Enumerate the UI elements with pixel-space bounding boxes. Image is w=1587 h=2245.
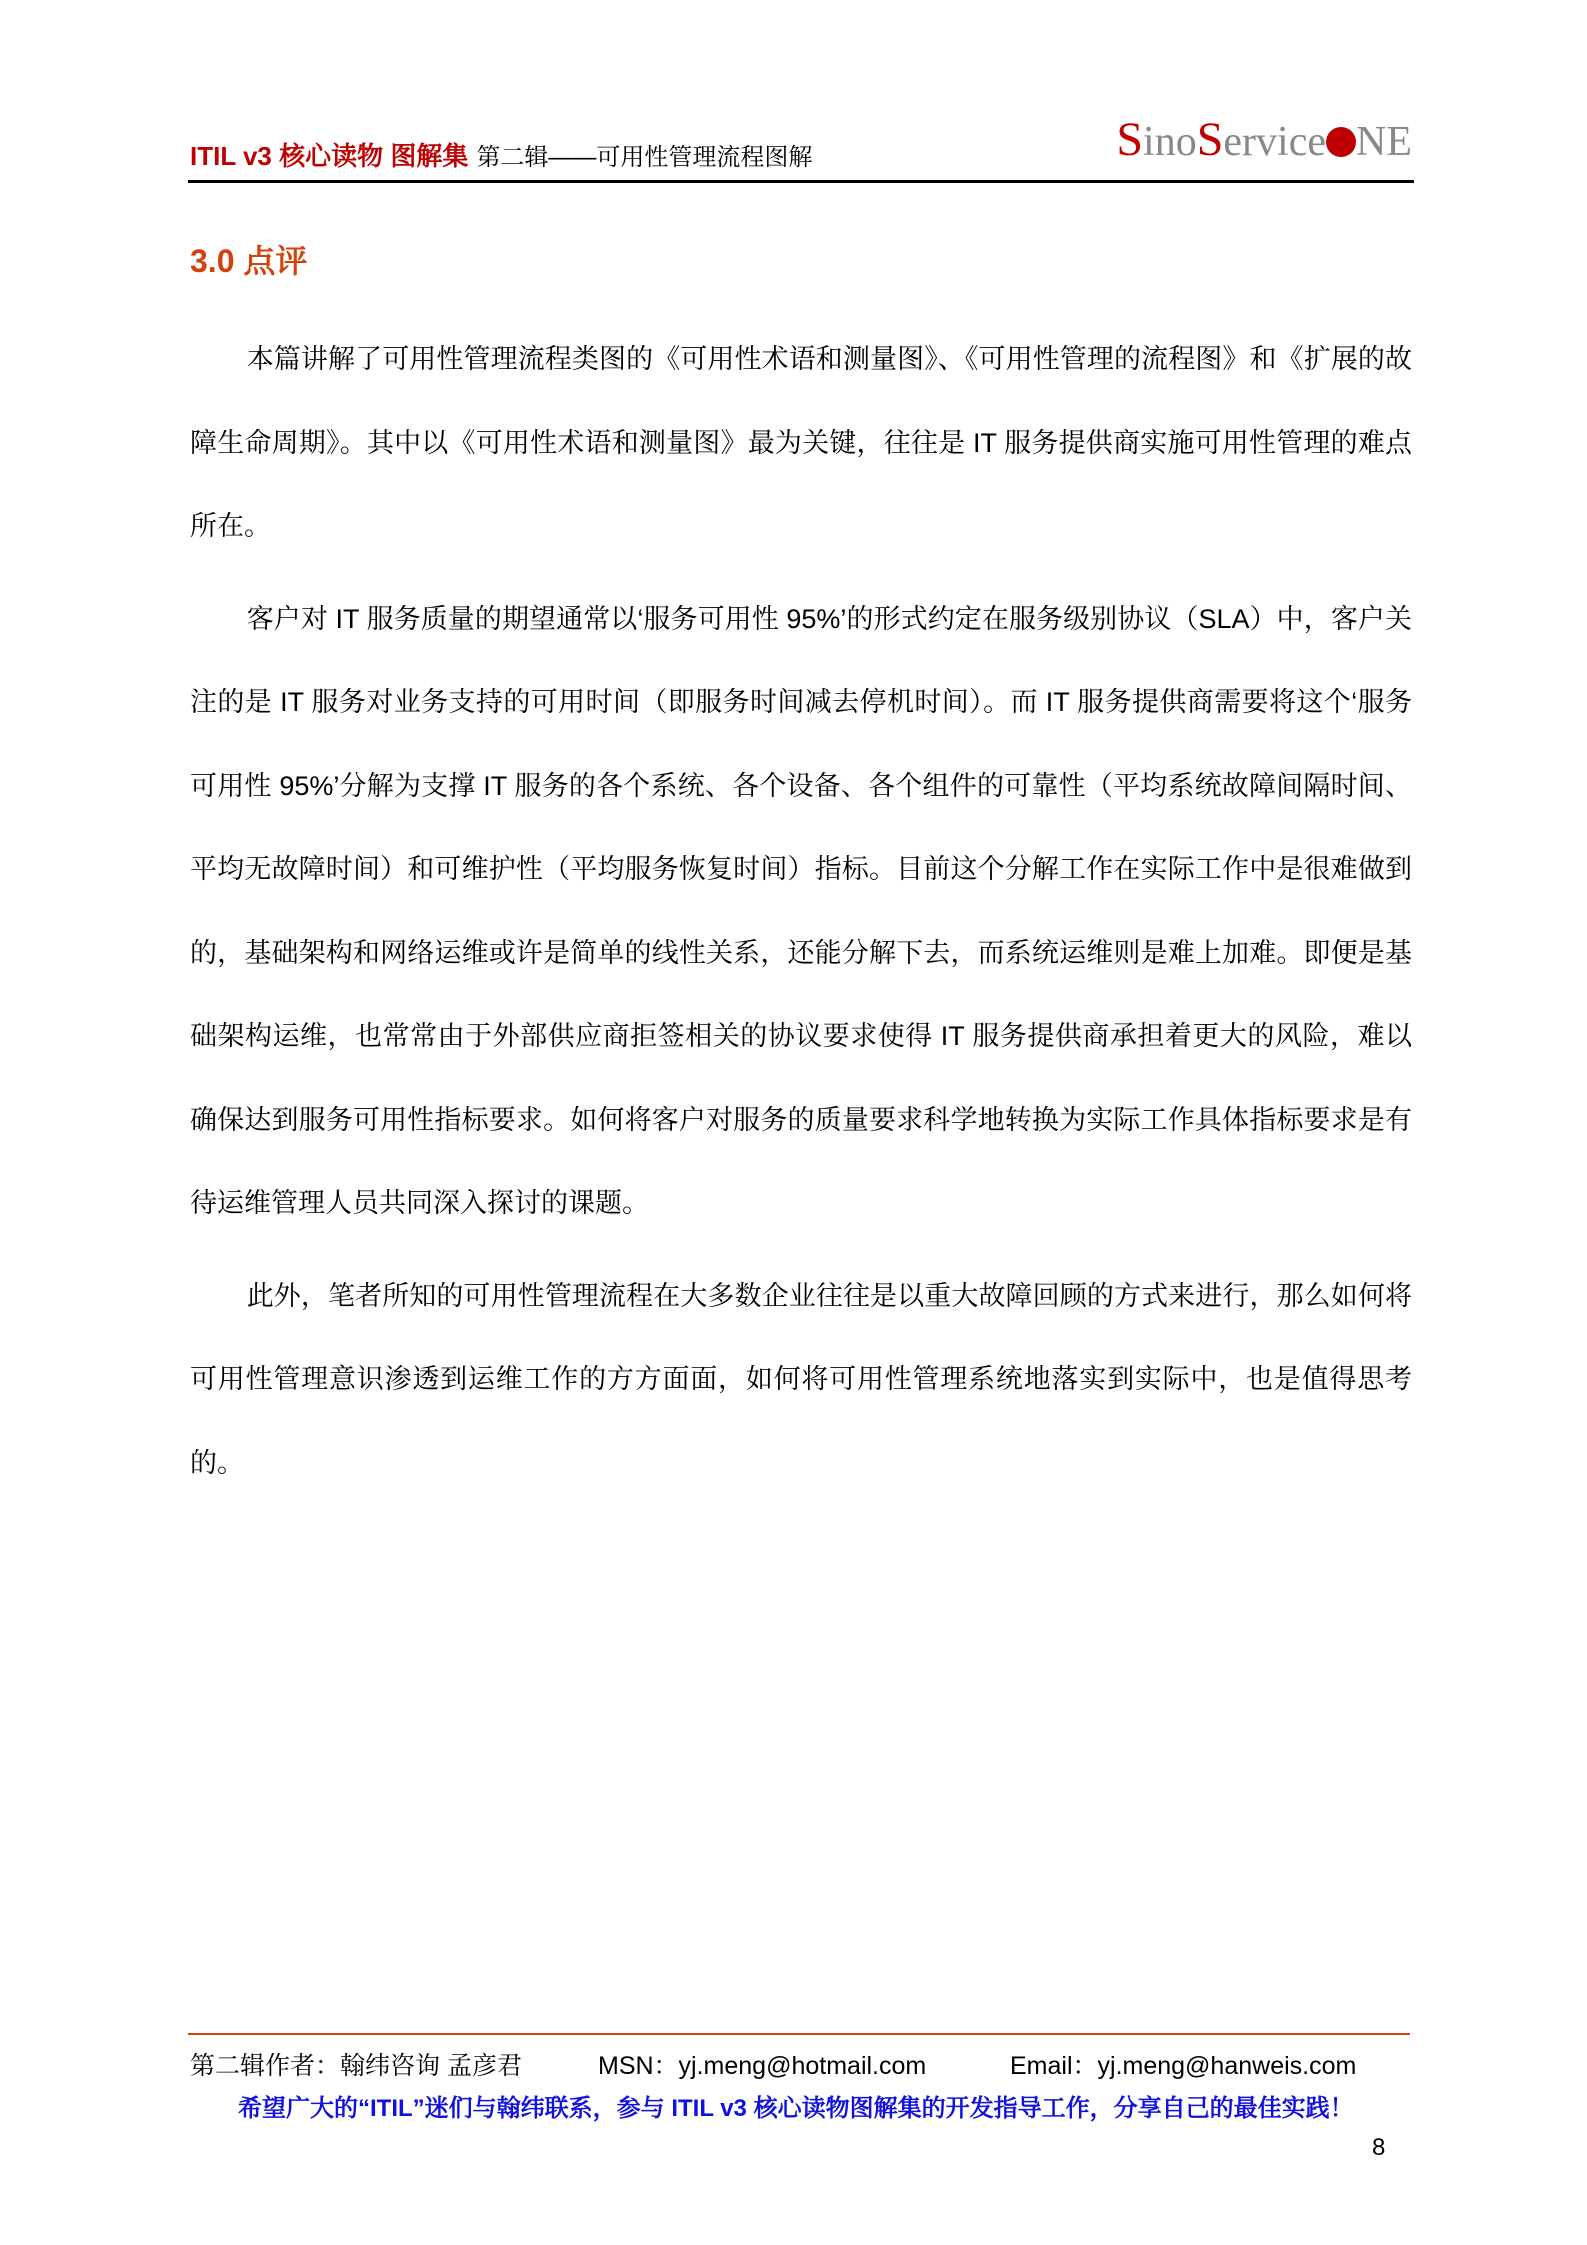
header-title: ITIL v3 核心读物 图解集 [190, 141, 469, 171]
section-heading: 3.0 点评 [190, 243, 308, 279]
footer-slogan: 希望广大的“ITIL”迷们与翰纬联系，参与 ITIL v3 核心读物图解集的开发指导工作，分享自己的最佳实践！ [238, 2095, 1354, 2122]
footer-msn: MSN：yj.meng@hotmail.com [598, 2052, 927, 2080]
body-text [190, 318, 1412, 1514]
paragraph: 此外，笔者所知的可用性管理流程在大多数企业往往是以重大故障回顾的方式来进行，那么如何将可用性管理意识渗透到运维工作的方方面面，如何将可用性管理系统地落实到实际中，也是值得思考的。 [190, 1280, 1412, 1478]
footer-rule [188, 2033, 1410, 2035]
running-header [190, 136, 812, 173]
footer-email: Email：yj.meng@hanweis.com [1010, 2052, 1357, 2080]
header-subtitle: 第二辑——可用性管理流程图解 [476, 144, 813, 171]
sinoservice-logo: SinoService NE [1116, 113, 1412, 166]
page-number: 8 [1372, 2134, 1386, 2161]
paragraph: 本篇讲解了可用性管理流程类图的《可用性术语和测量图》、《可用性管理的流程图》和《扩展的故障生命周期》。其中以《可用性术语和测量图》最为关键，往往是 IT 服务提供商实施可用性管理的难点所在。 [190, 344, 1412, 541]
paragraph: 客户对 IT 服务质量的期望通常以‘服务可用性 95%’的形式约定在服务级别协议（SLA）中，客户关注的是 IT 服务对业务支持的可用时间（即服务时间减去停机时间）。而 IT 服务提供商需要将这个‘服务可用性 95%’分解为支撑 IT 服务的各个系统、各个设备、各个组件的可靠性（平均系统故障间隔时间、平均无故障时间）和可维护性（平均服务恢复时间）指标。目前这个分解工作在实际工作中是很难做到的，基础架构和网络运维或许是简单的线性关系，还能分解下去，而系统运维则是难上加难。即便是基础架构运维，也常常由于外部供应商拒签相关的协议要求使得 IT 服务提供商承担着更大的风险，难以确保达到服务可用性指标要求。如何将客户对服务的质量要求科学地转换为实际工作具体指标要求是有待运维管理人员共同深入探讨的课题。 [190, 603, 1412, 1218]
footer-author: 第二辑作者：翰纬咨询 孟彦君 [190, 2052, 522, 2080]
header-rule [188, 180, 1414, 183]
